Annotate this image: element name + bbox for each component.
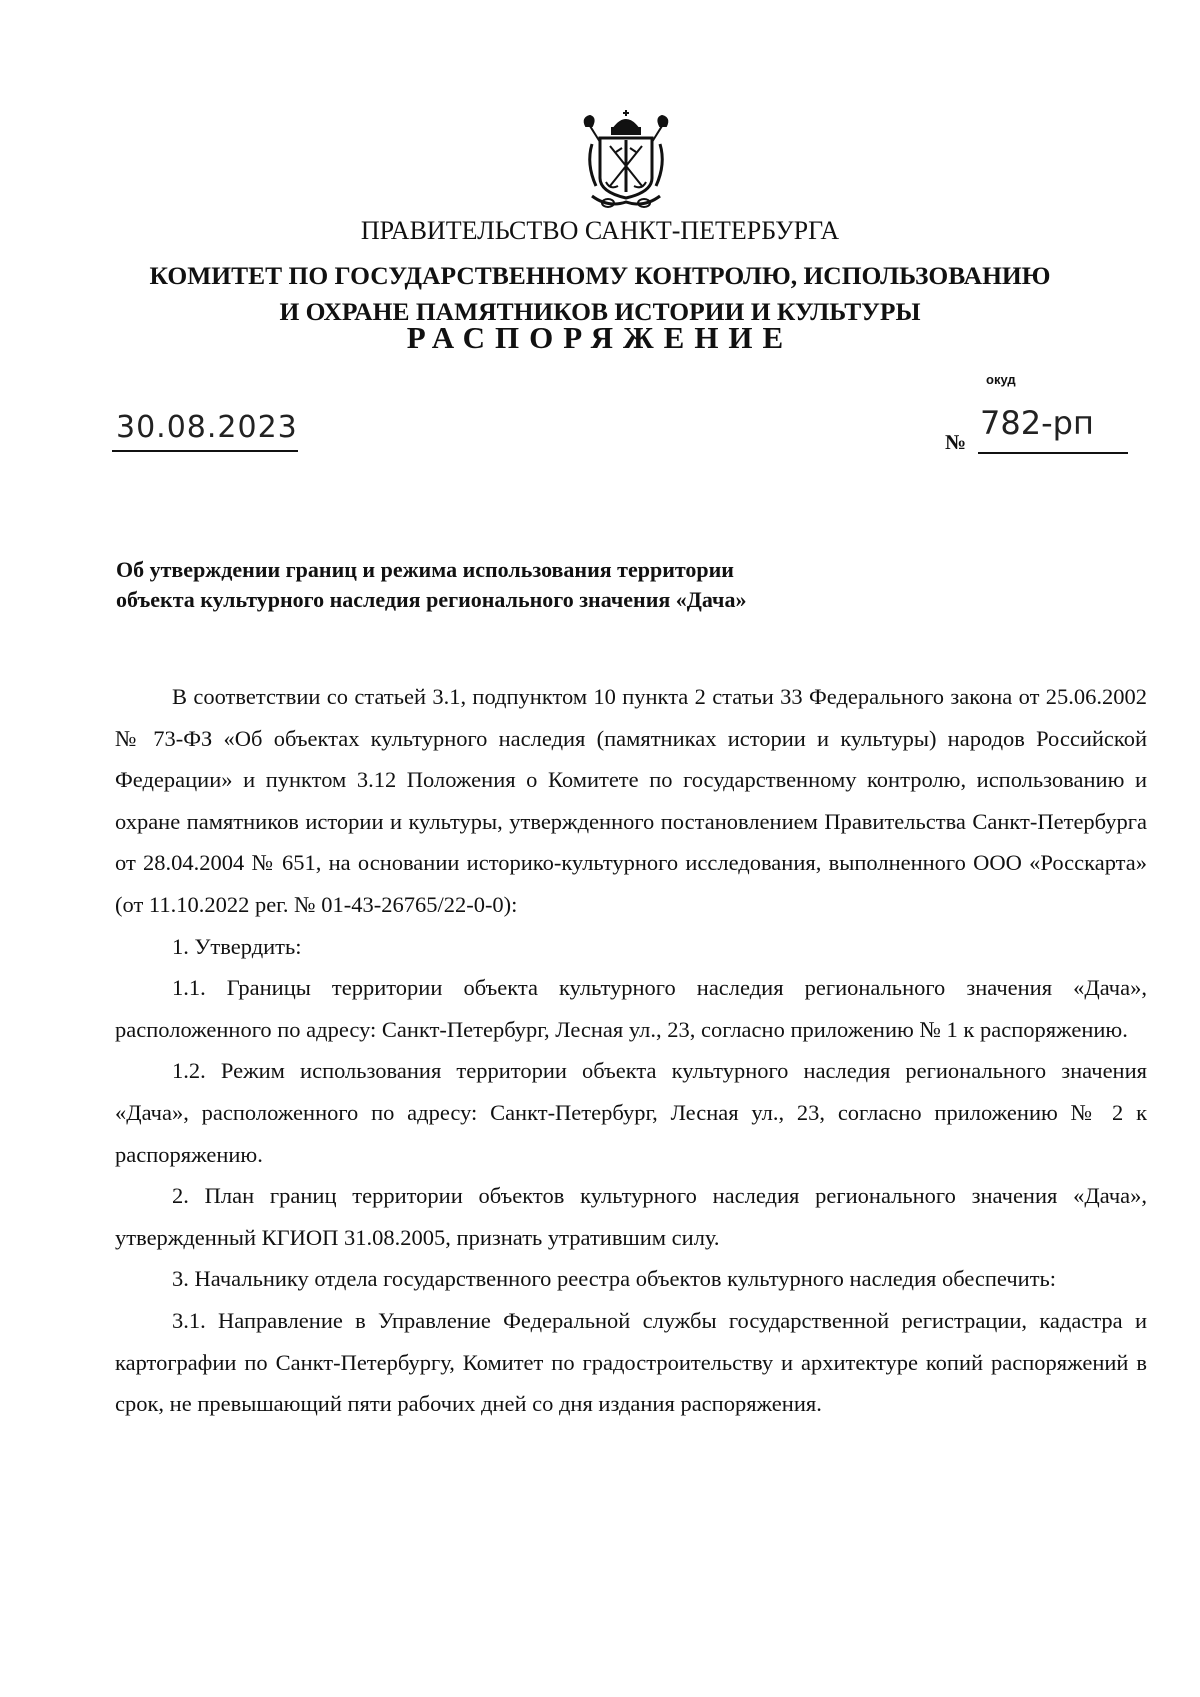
coat-of-arms-icon bbox=[578, 108, 674, 212]
body-paragraph: В соответствии со статьей 3.1, подпунктом 10 пункта 2 статьи 33 Федерального закона от 25.06.2002 № 73-ФЗ «Об объектах культурного наследия (памятниках истории и культуры) народов Российской Федерации» и пунктом 3.12 Положения о Комитете по государственному контролю, использованию и охране памятников истории и культуры, утвержденного постановлением Правительства Санкт-Петербурга от 28.04.2004 № 651, на основании историко-культурного исследования, выполненного ООО «Росскарта» (от 11.10.2022 рег. № 01-43-26765/22-0-0): bbox=[115, 684, 1147, 917]
government-title: ПРАВИТЕЛЬСТВО САНКТ-ПЕТЕРБУРГА bbox=[360, 216, 840, 245]
subject-line2: объекта культурного наследия регионального значения «Дача» bbox=[116, 587, 747, 612]
okud-label: окуд bbox=[986, 372, 1016, 387]
document-date: 30.08.2023 bbox=[116, 410, 298, 445]
subject-line1: Об утверждении границ и режима использования территории bbox=[116, 557, 734, 582]
document-number: 782-рп bbox=[980, 404, 1094, 442]
body-paragraph: 3.1. Направление в Управление Федеральной службы государственной регистрации, кадастра и картографии по Санкт-Петербургу, Комитет по градостроительству и архитектуре копий распоряжений в срок, не превышающий пяти рабочих дней со дня издания распоряжения. bbox=[115, 1307, 1147, 1417]
document-type: РАСПОРЯЖЕНИЕ bbox=[406, 320, 794, 355]
document-subject bbox=[116, 555, 746, 615]
body-paragraph: 2. План границ территории объектов культурного наследия регионального значения «Дача», утвержденный КГИОП 31.08.2005, признать утратившим силу. bbox=[115, 1183, 1147, 1250]
date-underline bbox=[112, 450, 298, 452]
body-paragraph: 1. Утвердить: bbox=[172, 933, 302, 959]
body-paragraph: 1.2. Режим использования территории объекта культурного наследия регионального значения «Дача», расположенного по адресу: Санкт-Петербург, Лесная ул., 23, согласно приложению № 2 к распоряжению. bbox=[115, 1058, 1147, 1167]
number-underline bbox=[978, 452, 1128, 454]
committee-title-line2: И ОХРАНЕ ПАМЯТНИКОВ ИСТОРИИ И КУЛЬТУРЫ bbox=[279, 297, 921, 326]
committee-title-line1: КОМИТЕТ ПО ГОСУДАРСТВЕННОМУ КОНТРОЛЮ, ИСПОЛЬЗОВАНИЮ bbox=[149, 261, 1051, 290]
body-paragraph: 1.1. Границы территории объекта культурного наследия регионального значения «Дача», расположенного по адресу: Санкт-Петербург, Лесная ул., 23, согласно приложению № 1 к распоряжению. bbox=[115, 975, 1147, 1042]
body-paragraph: 3. Начальнику отдела государственного реестра объектов культурного наследия обеспечить: bbox=[172, 1266, 1057, 1292]
number-label: № bbox=[945, 430, 967, 454]
document-body bbox=[115, 676, 1147, 1425]
